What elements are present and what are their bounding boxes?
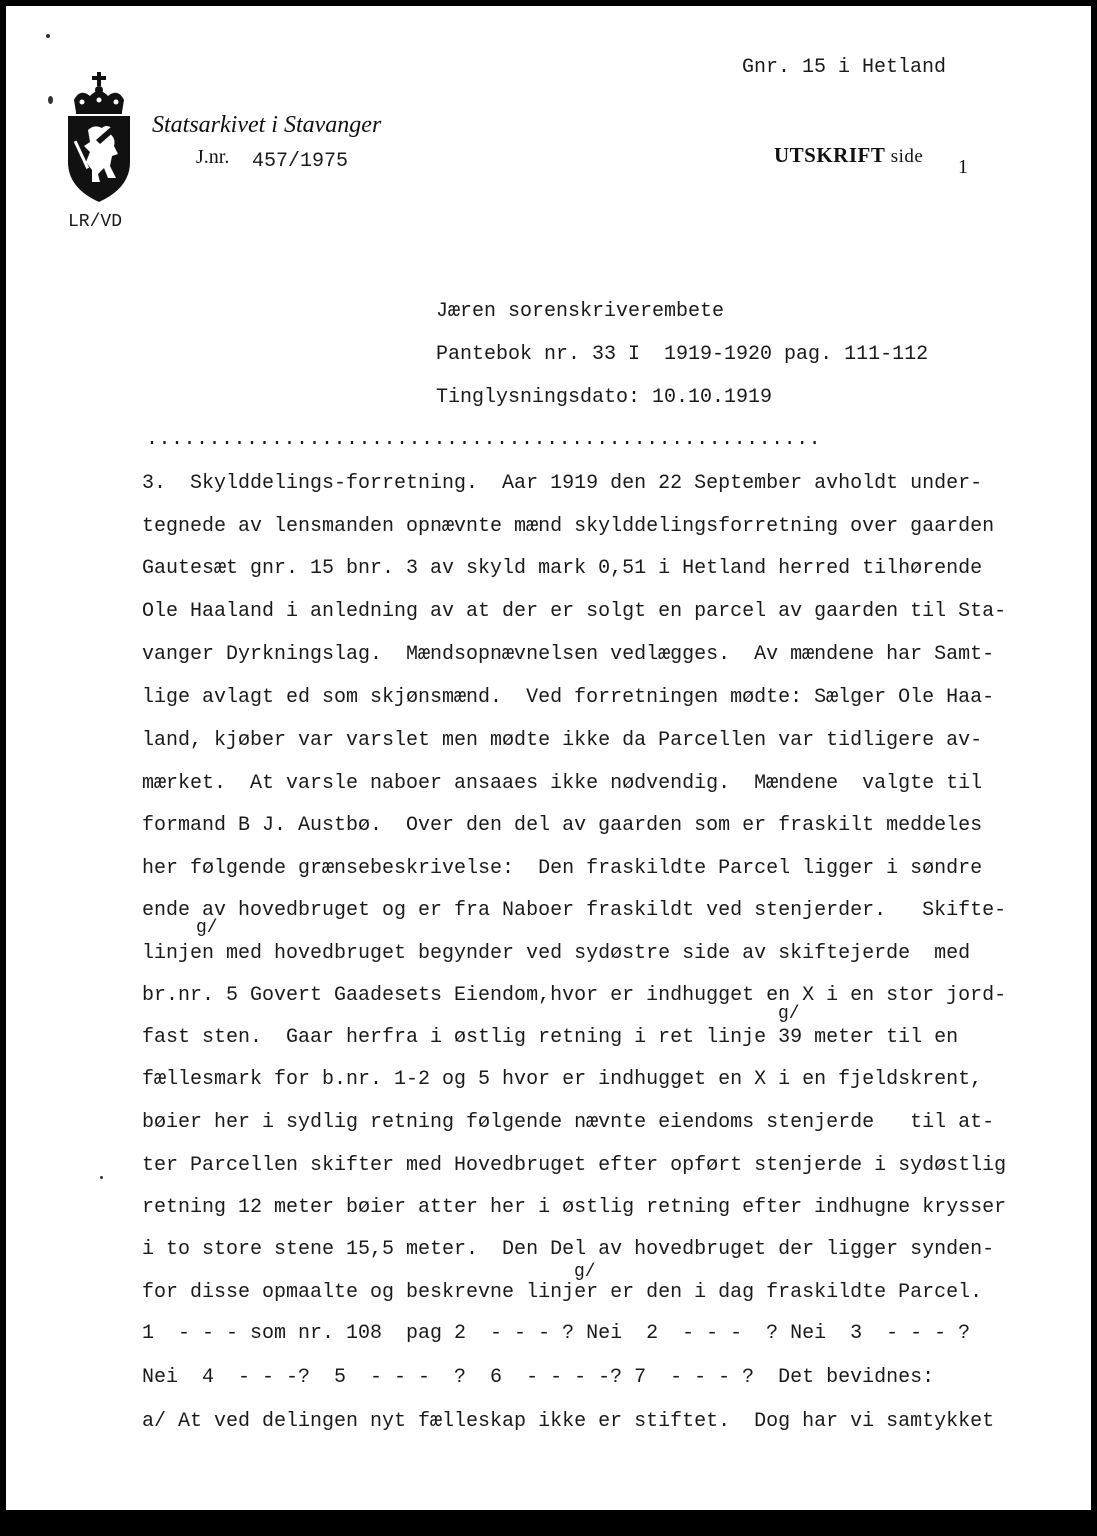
body-line: 3. Skylddelings-forretning. Aar 1919 den 22 September avholdt under-	[142, 472, 983, 495]
page-number: 1	[958, 156, 968, 178]
body-line: tegnede av lensmanden opnævnte mænd skylddelingsforretning over gaarden	[142, 515, 995, 538]
office-line: Jæren sorenskriverembete	[436, 300, 725, 323]
scan-border-bottom	[0, 1510, 1097, 1536]
insertion-mark: g/	[196, 918, 218, 938]
coat-of-arms-icon	[60, 70, 138, 206]
body-line: br.nr. 5 Govert Gaadesets Eiendom,hvor er indhugget en X i en stor jord-	[142, 984, 1007, 1007]
body-line: retning 12 meter bøier atter her i østlig retning efter indhugne krysser	[142, 1196, 1007, 1219]
journal-number-value: 457/1975	[252, 150, 349, 173]
archive-name: Statsarkivet i Stavanger	[152, 112, 382, 138]
body-line: Nei 4 - - -? 5 - - - ? 6 - - - -? 7 - - - ? Det bevidnes:	[142, 1366, 935, 1389]
body-line: a/ At ved delingen nyt fælleskap ikke er stiftet. Dog har vi samtykket	[142, 1410, 995, 1433]
insertion-mark: g/	[574, 1262, 596, 1282]
body-line: ende av hovedbruget og er fra Naboer fraskildt ved stenjerder. Skifte-	[142, 899, 1007, 922]
body-line: Gautesæt gnr. 15 bnr. 3 av skyld mark 0,51 i Hetland herred tilhørende	[142, 557, 983, 580]
scan-border-right	[1091, 0, 1097, 1536]
body-line: fast sten. Gaar herfra i østlig retning i ret linje 39 meter til en	[142, 1026, 959, 1049]
insertion-mark: g/	[778, 1004, 800, 1024]
utskrift-label: UTSKRIFT	[774, 143, 885, 167]
book-reference-line: Pantebok nr. 33 I 1919-1920 pag. 111-112	[436, 343, 929, 366]
scan-speck	[48, 96, 53, 104]
body-line: linjen med hovedbruget begynder ved sydøstre side av skiftejerde med	[142, 942, 971, 965]
body-line: fællesmark for b.nr. 1-2 og 5 hvor er indhugget en X i en fjeldskrent,	[142, 1068, 983, 1091]
scan-border-left	[0, 0, 6, 1536]
body-line: 1 - - - som nr. 108 pag 2 - - - ? Nei 2 - - - ? Nei 3 - - - ?	[142, 1322, 971, 1345]
signature-initials: LR/VD	[68, 212, 123, 232]
body-line: for disse opmaalte og beskrevne linjer er den i dag fraskildte Parcel.	[142, 1281, 983, 1304]
dotted-separator: ......................................................	[146, 428, 822, 451]
side-label: side	[890, 146, 924, 167]
body-line: Ole Haaland i anledning av at der er solgt en parcel av gaarden til Sta-	[142, 600, 1007, 623]
journal-number-label: J.nr.	[196, 146, 230, 168]
body-line: mærket. At varsle naboer ansaaes ikke nødvendig. Mændene valgte til	[142, 772, 983, 795]
body-line: land, kjøber var varslet men mødte ikke da Parcellen var tidligere av-	[142, 729, 983, 752]
body-line: i to store stene 15,5 meter. Den Del av hovedbruget der ligger synden-	[142, 1238, 995, 1261]
scan-speck	[46, 34, 50, 38]
transcript-heading	[774, 143, 923, 168]
scan-speck	[100, 1176, 103, 1179]
body-line: bøier her i sydlig retning følgende nævnte eiendoms stenjerde til at-	[142, 1111, 995, 1134]
scan-border-top	[0, 0, 1097, 6]
body-line: lige avlagt ed som skjønsmænd. Ved forretningen mødte: Sælger Ole Haa-	[142, 686, 995, 709]
body-line: ter Parcellen skifter med Hovedbruget efter opført stenjerde i sydøstlig	[142, 1154, 1007, 1177]
body-line: vanger Dyrkningslag. Mændsopnævnelsen vedlægges. Av mændene har Samt-	[142, 643, 995, 666]
body-line: formand B J. Austbø. Over den del av gaarden som er fraskilt meddeles	[142, 814, 983, 837]
registration-date-line: Tinglysningsdato: 10.10.1919	[436, 386, 773, 409]
body-line: her følgende grænsebeskrivelse: Den fraskildte Parcel ligger i søndre	[142, 857, 983, 880]
farm-reference: Gnr. 15 i Hetland	[742, 56, 947, 79]
